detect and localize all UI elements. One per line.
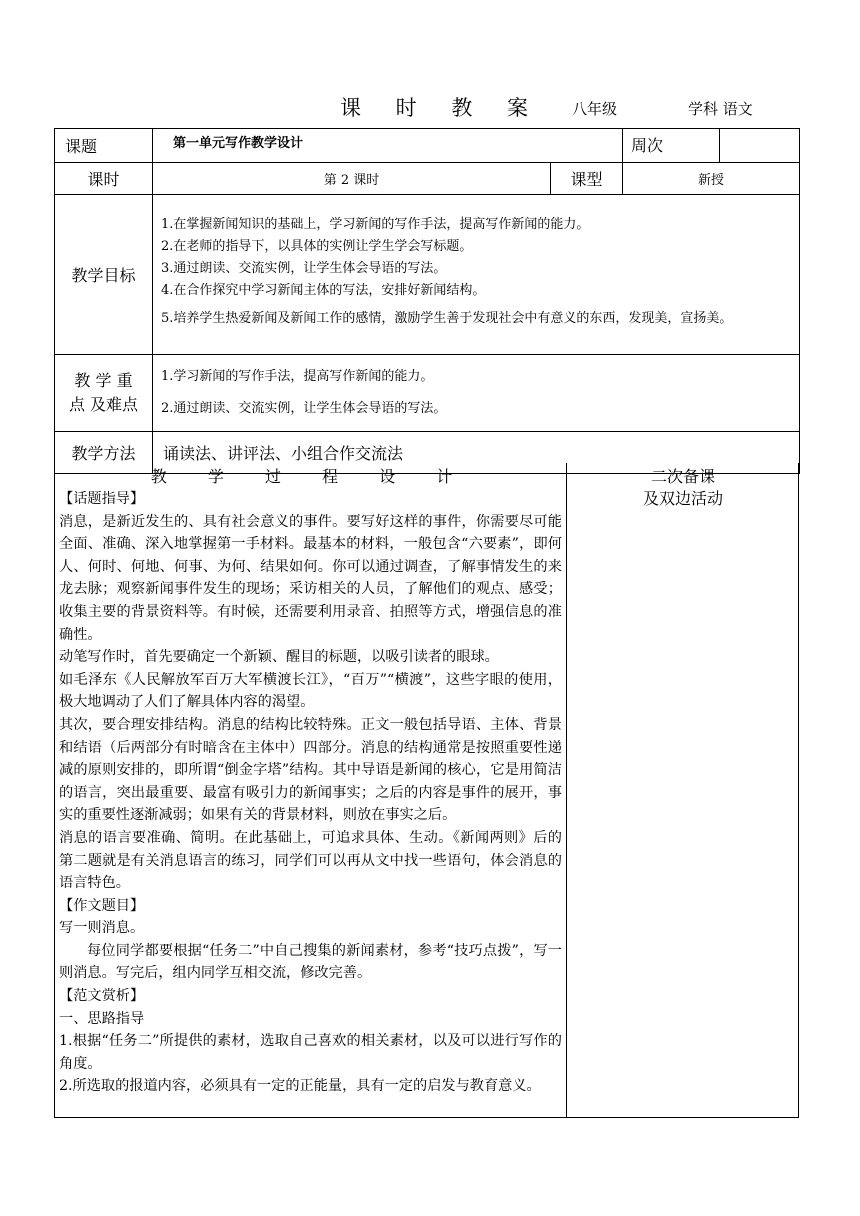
paragraph: 一、思路指导 xyxy=(59,1010,145,1027)
keys-label: 教 学 重 点 及难点 xyxy=(55,355,153,432)
paragraph: 动笔写作时，首先要确定一个新颖、醒目的标题，以吸引读者的眼球。 xyxy=(59,649,499,666)
week-value xyxy=(720,129,799,162)
method-value: 诵读法、讲评法、小组合作交流法 xyxy=(153,432,800,474)
period-label: 课时 xyxy=(55,163,153,195)
paragraph: 写一则消息。 xyxy=(59,920,145,937)
section-heading: 【作文题目】 xyxy=(59,897,145,914)
lesson-info-table xyxy=(54,128,800,474)
section-heading: 【话题指导】 xyxy=(59,491,145,507)
method-label: 教学方法 xyxy=(55,432,153,474)
paragraph: 消息的语言要准确、简明。在此基础上，可追求具体、生动。《新闻两则》后的第二题就是有关消息语言的练习，同学们可以再从文中找一些语句，体会消息的语言特色。 xyxy=(59,829,562,892)
goal-item: 4.在合作探究中学习新闻主体的写法，安排好新闻结构。 xyxy=(161,283,486,298)
grade-label: 八年级 xyxy=(572,100,618,118)
period-value: 第 2 课时 xyxy=(153,163,551,195)
side-title-2: 及双边活动 xyxy=(642,489,723,508)
goal-item: 2.在老师的指导下，以具体的实例让学生学会写标题。 xyxy=(161,239,473,254)
paragraph: 消息，是新近发生的、具有社会意义的事件。要写好这样的事件，你需要尽可能全面、准确、深入地掌握第一手材料。最基本的材料，一般包含“六要素”，即何人、何时、何地、何事、为何、结果如何。你可以通过调查，了解事情发生的来龙去脉；观察新闻事件发生的现场；采访相关的人员，了解他们的观点、感受；收集主要的背景资料等。有时候，还需要利用录音、拍照等方式，增强信息的准确性。 xyxy=(59,513,562,643)
paragraph: 2.所选取的报道内容，必须具有一定的正能量，具有一定的启发与教育意义。 xyxy=(59,1078,541,1095)
paragraph: 每位同学都要根据“任务二”中自己搜集的新闻素材，参考“技巧点拨”，写一则消息。写完后，组内同学互相交流，修改完善。 xyxy=(59,942,562,982)
process-main xyxy=(55,463,567,1118)
process-title: 教 学 过 程 设 计 xyxy=(150,467,471,486)
goals-label: 教学目标 xyxy=(55,195,153,355)
key-item: 1.学习新闻的写作手法，提高写作新闻的能力。 xyxy=(161,369,434,384)
paragraph: 其次，要合理安排结构。消息的结构比较特殊。正文一般包括导语、主体、背景和结语（后两部分有时暗含在主体中）四部分。消息的结构通常是按照重要性递减的原则安排的，即所谓“倒金字塔”结构。其中导语是新闻的核心，它是用简洁的语言，突出最重要、最富有吸引力的新闻事实；之后的内容是事件的展开，事实的重要性逐渐减弱；如果有关的背景材料，则放在事实之后。 xyxy=(59,716,562,824)
paragraph: 1.根据“任务二”所提供的素材，选取自己喜欢的相关素材，以及可以进行写作的角度。 xyxy=(59,1033,562,1072)
page-title: 课 时 教 案 xyxy=(340,96,543,120)
key-item: 2.通过朗读、交流实例，让学生体会导语的写法。 xyxy=(161,401,447,416)
subject-label: 学科 语文 xyxy=(688,100,753,118)
type-label: 课型 xyxy=(551,163,623,195)
goal-item: 1.在掌握新闻知识的基础上，学习新闻的写作手法，提高写作新闻的能力。 xyxy=(161,217,590,232)
keys-list xyxy=(153,355,800,432)
section-heading: 【范文赏析】 xyxy=(59,988,145,1005)
goal-item: 5.培养学生热爱新闻及新闻工作的感情，激励学生善于发现社会中有意义的东西，发现美，宣扬美。 xyxy=(161,311,733,326)
paragraph: 如毛泽东《人民解放军百万大军横渡长江》，“百万”“横渡”，这些字眼的使用，极大地调动了人们了解具体内容的渴望。 xyxy=(59,671,562,711)
goal-item: 3.通过朗读、交流实例，让学生体会导语的写法。 xyxy=(161,261,447,276)
goals-list xyxy=(153,195,800,355)
week-label: 周次 xyxy=(623,129,720,162)
process-section xyxy=(54,463,799,1118)
side-title-1: 二次备课 xyxy=(650,467,715,486)
process-side xyxy=(567,463,799,1118)
topic-value: 第一单元写作教学设计 xyxy=(153,129,623,163)
topic-label: 课题 xyxy=(55,129,153,163)
type-value: 新授 xyxy=(623,163,800,195)
